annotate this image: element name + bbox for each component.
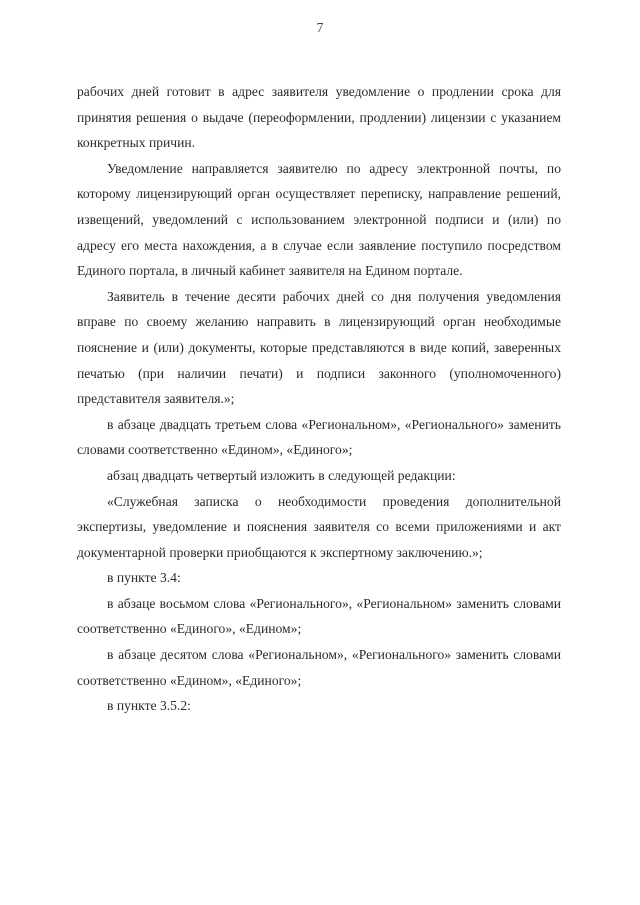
paragraph-6: «Служебная записка о необходимости проведения дополнительной экспертизы, уведомление и пояснения заявителя со всеми приложениями и акт документарной проверки приобщаются к экспертному заключению.»; [77, 493, 561, 560]
paragraph-2: Уведомление направляется заявителю по адресу электронной почты, по которому лицензирующий орган осуществляет переписку, направление решений, извещений, уведомлений с использованием электронной подписи и (или) по адресу его места нахождения, а в случае если заявление поступило посредством Единого портала, в личный кабинет заявителя на Едином портале. [77, 160, 561, 279]
paragraph-3: Заявитель в течение десяти рабочих дней со дня получения уведомления вправе по своему желанию направить в лицензирующий орган необходимые пояснение и (или) документы, которые представляются в виде копий, заверенных печатью (при наличии печати) и подписи законного (уполномоченного) представителя заявителя.»; [77, 288, 561, 407]
paragraph-5: абзац двадцать четвертый изложить в следующей редакции: [107, 467, 456, 483]
paragraph-10: в пункте 3.5.2: [107, 698, 191, 714]
paragraph-7: в пункте 3.4: [107, 570, 181, 586]
document-body [77, 79, 561, 719]
paragraph-8: в абзаце восьмом слова «Регионального», «Региональном» заменить словами соответственно «Единого», «Едином»; [77, 595, 561, 637]
paragraph-4: в абзаце двадцать третьем слова «Региональном», «Регионального» заменить словами соответственно «Едином», «Единого»; [77, 416, 561, 458]
paragraph-9: в абзаце десятом слова «Региональном», «Регионального» заменить словами соответственно «Едином», «Единого»; [77, 647, 561, 688]
page-number: 7 [316, 20, 324, 35]
paragraph-1: рабочих дней готовит в адрес заявителя уведомление о продлении срока для принятия решения о выдаче (переоформлении, продлении) лицензии с указанием конкретных причин. [77, 84, 561, 151]
